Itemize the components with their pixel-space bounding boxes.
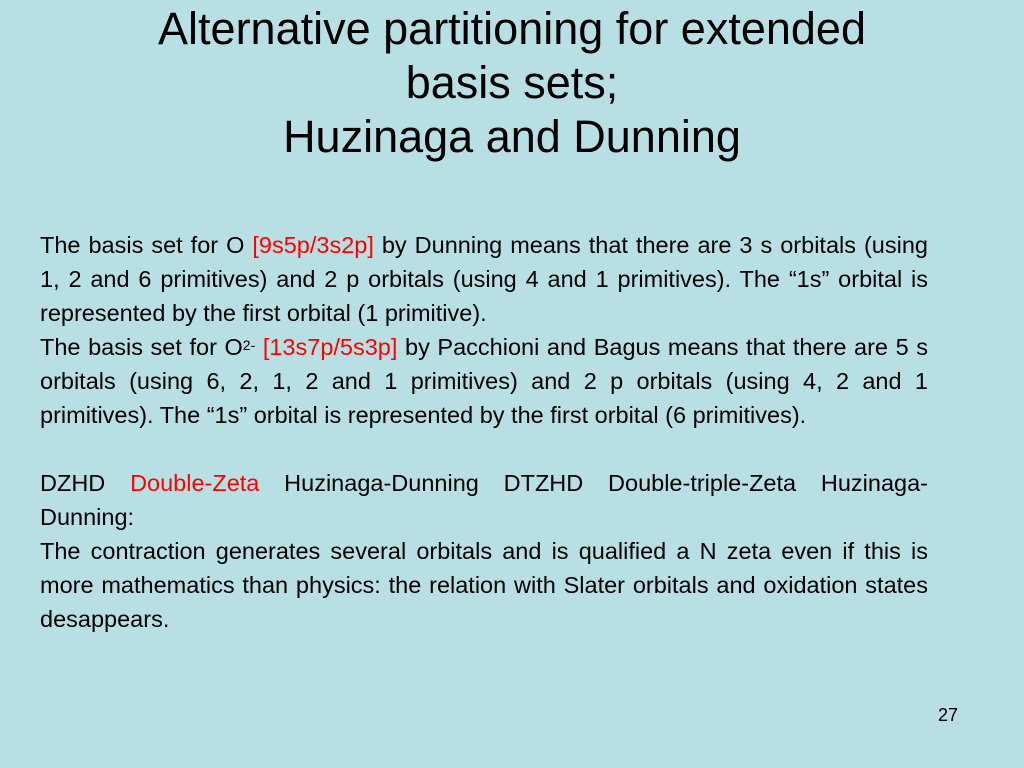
oxide-charge-superscript: 2- (242, 337, 256, 353)
contraction-explanation-paragraph: The contraction generates several orbitals and is qualified a N zeta even if this is more mathematics than physics: the relation with Slater orbitals and oxidation states desappears. (40, 538, 928, 632)
slide-title (20, 2, 1004, 164)
slide-title-line-1: Alternative partitioning for extended (158, 3, 866, 54)
pacchioni-bagus-basis-notation: [13s7p/5s3p] (262, 334, 398, 360)
zeta-definition-text-start: DZHD (40, 470, 131, 496)
slide-title-line-2: basis sets; (405, 57, 619, 108)
pacchioni-bagus-gap (255, 334, 263, 360)
zeta-definition-paragraph (40, 466, 928, 534)
slide-body (40, 228, 928, 636)
dunning-basis-text-end: by Dunning means that there are 3 s orbitals (using 1, 2 and 6 primitives) and 2 p orbitals (using 4 and 1 primitives). The “1s” orbital is represented by the first orbital (1 primitive). (40, 232, 928, 326)
slide-page-number: 27 (938, 705, 959, 725)
double-zeta-term: Double-Zeta (130, 470, 260, 496)
zeta-definition-text-end: Huzinaga-Dunning DTZHD Double-triple-Zeta Huzinaga-Dunning: (40, 470, 929, 530)
dunning-basis-text-start: The basis set for O (40, 232, 253, 258)
paragraph-spacer (40, 432, 928, 466)
pacchioni-bagus-text-start: The basis set for O (40, 334, 243, 360)
slide-title-line-3: Huzinaga and Dunning (283, 111, 741, 162)
dunning-basis-paragraph (40, 228, 928, 330)
dunning-basis-notation: [9s5p/3s2p] (252, 232, 374, 258)
pacchioni-bagus-basis-paragraph (40, 330, 928, 432)
pacchioni-bagus-text-end: by Pacchioni and Bagus means that there are 5 s orbitals (using 6, 2, 1, 2 and 1 primitives) and 2 p orbitals (using 4, 2 and 1 primitives). The “1s” orbital is represented by the first orbital (6 primitives). (40, 334, 928, 428)
